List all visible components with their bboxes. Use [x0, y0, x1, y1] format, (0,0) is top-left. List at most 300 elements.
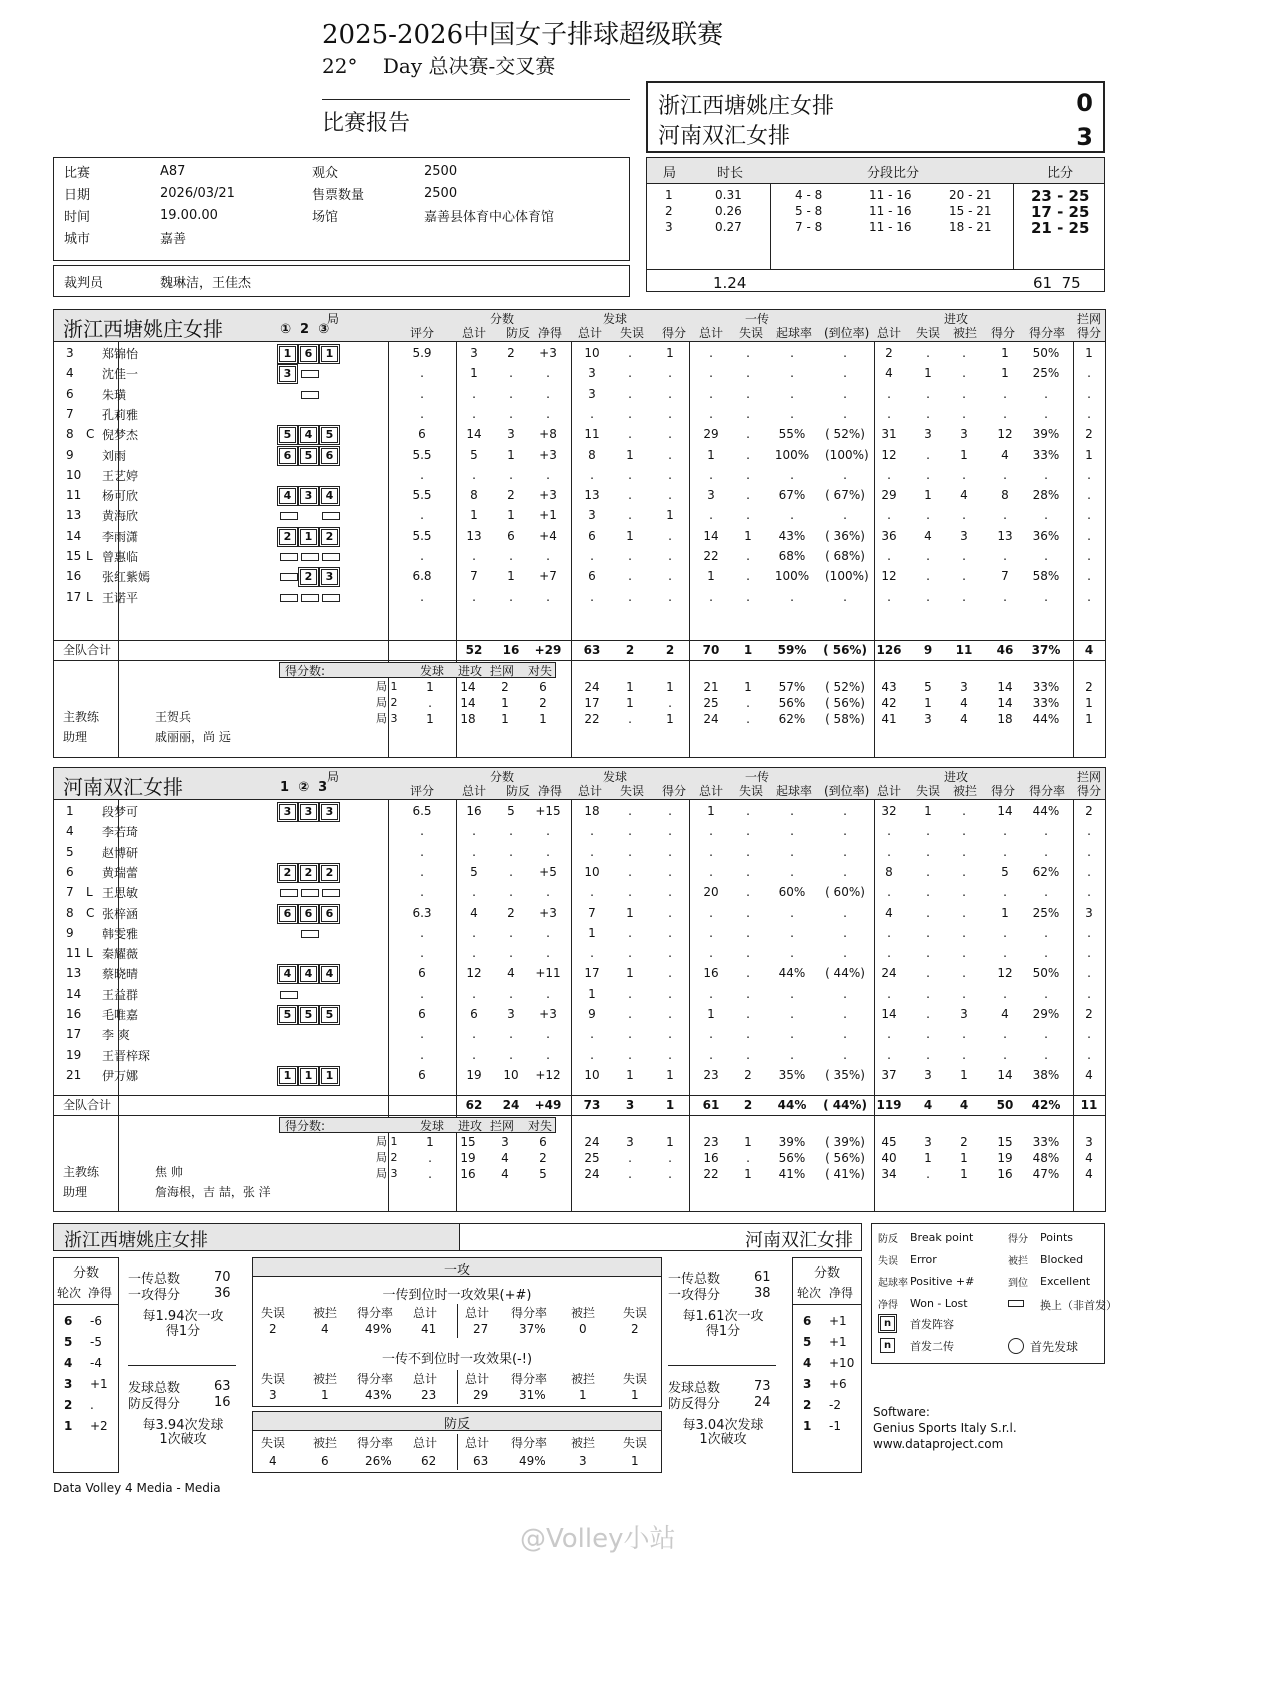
fa-value: 1	[631, 1388, 639, 1402]
total-st: 63	[583, 643, 601, 657]
set-stat-op: 2	[539, 1151, 547, 1165]
total-ab: 4	[959, 1098, 969, 1112]
stat-ab: .	[962, 569, 966, 584]
sets-total-duration: 1.24	[713, 274, 747, 292]
stat-re: .	[746, 946, 750, 961]
header-attack: 进攻	[944, 770, 969, 784]
stat-tot: 1	[470, 508, 478, 523]
stat-rt: .	[709, 925, 713, 940]
assistant-label: 助理	[63, 730, 88, 744]
b-bp: 24	[754, 1395, 771, 1410]
set-stat-sp: 1	[666, 1135, 674, 1149]
rotation-net: -5	[90, 1335, 102, 1349]
stat-tot: 8	[470, 488, 478, 503]
stat-bp: 5	[507, 804, 515, 818]
stat-ab: 3	[960, 1007, 968, 1021]
substitute-marker	[280, 991, 298, 999]
stat-re: .	[746, 508, 750, 523]
stat-net: .	[546, 824, 550, 839]
legend-value: Points	[1040, 1231, 1074, 1244]
player-name: 蔡晓晴	[102, 967, 139, 982]
summary-team-header	[53, 1223, 862, 1251]
stat-se: .	[628, 986, 632, 1001]
stat-bp: .	[509, 925, 513, 940]
stat-tot: 6	[470, 1007, 478, 1021]
set-stat-se: 1	[626, 680, 634, 694]
set-stat-rp: 41%	[778, 1167, 806, 1181]
stat-net: .	[546, 986, 550, 1001]
def-header-b: 失误	[623, 1436, 648, 1450]
player-number: 8	[66, 905, 74, 920]
set-stat-bk: 2	[1085, 680, 1093, 694]
stat-ab: .	[962, 406, 966, 421]
total-label: 全队合计	[63, 643, 112, 657]
set-stat-a_b: 1	[960, 1167, 968, 1181]
stat-rt: 14	[703, 528, 719, 543]
stat-rating: .	[420, 824, 424, 839]
stat-st: 11	[584, 427, 600, 442]
stat-ae: .	[926, 467, 930, 482]
stat-rating: 5.9	[412, 346, 432, 360]
set-stat-re: .	[746, 1151, 750, 1165]
set-stat-op: 2	[539, 696, 547, 710]
stat-bk: .	[1087, 1047, 1091, 1062]
fa-header-a: 总计	[413, 1372, 438, 1386]
stat-bk: .	[1087, 844, 1091, 859]
fa-value: 23	[421, 1388, 437, 1402]
stat-at: .	[887, 467, 891, 482]
stat-net: +8	[539, 427, 557, 442]
set-stat-bl: 2	[501, 680, 509, 694]
set-stat-bk: 3	[1085, 1135, 1093, 1149]
fa-header-b: 总计	[465, 1306, 490, 1320]
stat-bp: .	[509, 386, 513, 401]
player-role: L	[86, 589, 93, 604]
stat-net: .	[546, 386, 550, 401]
stat-rp: .	[790, 864, 794, 879]
stat-rating: 5.5	[412, 528, 432, 543]
player-name: 王思敏	[102, 886, 139, 901]
stat-tot: .	[472, 386, 476, 401]
divider	[53, 1095, 1106, 1096]
stat-ae: .	[926, 824, 930, 839]
ticket-label: 售票数量	[312, 188, 365, 203]
starting-position: 1	[321, 1068, 338, 1084]
points-header: 进攻	[458, 1119, 483, 1133]
stat-sp: .	[668, 549, 672, 563]
def-header-b: 总计	[465, 1436, 490, 1450]
set-number: 1	[665, 188, 673, 202]
stat-apc: 50%	[1032, 966, 1060, 981]
header-s_total: 总计	[578, 784, 603, 798]
stat-rating: .	[420, 925, 424, 940]
starting-position: 2	[279, 865, 296, 881]
stat-at: 31	[881, 427, 897, 442]
stat-ap: .	[1003, 986, 1007, 1001]
stat-net: +3	[539, 905, 557, 920]
stat-st: .	[590, 844, 594, 859]
stat-rp: .	[790, 1047, 794, 1062]
starting-position: 6	[321, 448, 338, 464]
header-bp: 防反	[506, 784, 531, 798]
stat-ap: 8	[1001, 488, 1009, 503]
coach-name: 王贺兵	[155, 710, 192, 724]
stat-bp: .	[509, 986, 513, 1001]
stat-ab: .	[962, 905, 966, 920]
set-label: 局 1	[376, 1135, 398, 1148]
stat-rx: .	[843, 366, 847, 381]
stat-apc: .	[1044, 406, 1048, 421]
stat-ae: .	[926, 905, 930, 920]
team-name: 河南双汇女排	[63, 775, 183, 799]
player-number: 13	[66, 966, 82, 981]
stat-at: .	[887, 986, 891, 1001]
set-partial-3: 15 - 21	[949, 204, 992, 218]
stat-st: 10	[584, 864, 600, 879]
stat-rating: 6.8	[412, 569, 432, 584]
starting-position: 4	[300, 427, 317, 443]
stat-rt: .	[709, 467, 713, 482]
def-value: 1	[631, 1454, 639, 1468]
stat-rp: .	[790, 1007, 794, 1021]
sets-header-duration: 时长	[717, 166, 744, 181]
stat-bp: .	[509, 946, 513, 961]
stat-st: 3	[588, 508, 596, 523]
set-stat-a_p: 18	[997, 712, 1013, 726]
defense-box	[252, 1411, 662, 1473]
legend-lineup: 首发阵容	[910, 1318, 954, 1331]
stat-rt: 1	[707, 569, 715, 584]
stat-re: .	[746, 864, 750, 879]
stat-sp: .	[668, 1007, 672, 1021]
def-value: 4	[269, 1454, 277, 1468]
player-name: 杨可欣	[102, 489, 139, 504]
stat-sp: .	[668, 864, 672, 879]
coach-name: 焦 帅	[155, 1165, 183, 1179]
stat-rx: .	[843, 864, 847, 879]
header-b_pts: 得分	[1077, 326, 1102, 340]
set-stat-a_e: 1	[924, 1151, 932, 1165]
set-stat-rx: ( 56%)	[825, 1151, 865, 1165]
starting-position: 2	[300, 865, 317, 881]
first-attack-sub2: 一传不到位时一攻效果(-!)	[381, 1352, 533, 1367]
starting-position: 3	[279, 804, 296, 820]
stat-net: +3	[539, 1007, 557, 1021]
header-net: 净得	[538, 784, 563, 798]
stat-st: 1	[588, 986, 596, 1001]
stat-bp: 3	[507, 1007, 515, 1021]
stat-net: .	[546, 844, 550, 859]
rotation-b-h2: 净得	[829, 1286, 854, 1300]
header-b_pts: 得分	[1077, 784, 1102, 798]
stat-at: .	[887, 844, 891, 859]
stat-tot: 5	[470, 864, 478, 879]
stat-se: .	[628, 1027, 632, 1042]
stat-rating: .	[420, 844, 424, 859]
set-stat-st: 17	[584, 696, 600, 710]
set-partial-2: 11 - 16	[869, 220, 912, 234]
rotation-a-title: 分数	[72, 1266, 99, 1281]
player-name: 孔莉雅	[102, 407, 139, 422]
set-stat-re: .	[746, 696, 750, 710]
sets-table	[646, 157, 1105, 292]
set-stat-at: 16	[460, 1167, 476, 1181]
stat-re: .	[746, 366, 750, 381]
set-stat-a_t: 34	[881, 1167, 897, 1181]
header-s_pts: 得分	[662, 326, 687, 340]
stat-net: .	[546, 946, 550, 961]
set-stat-re: .	[746, 712, 750, 726]
stat-rx: ( 44%)	[825, 966, 865, 981]
stat-rating: .	[420, 1027, 424, 1042]
substitute-marker	[280, 594, 298, 602]
header-a_err: 失误	[916, 784, 941, 798]
b-fa-pts-label: 一攻得分	[668, 1288, 721, 1303]
stat-rt: .	[709, 824, 713, 839]
stat-bk: .	[1087, 488, 1091, 503]
substitute-marker	[301, 930, 319, 938]
starting-position: 6	[279, 906, 296, 922]
starting-position: 4	[279, 488, 296, 504]
scoreboard-team-a: 浙江西塘姚庄女排	[658, 94, 835, 119]
stat-sp: .	[668, 905, 672, 920]
header-block: 拦网	[1077, 312, 1102, 326]
rotation-number: 3	[64, 1377, 73, 1391]
stat-bp: .	[509, 1027, 513, 1042]
stat-rating: .	[420, 986, 424, 1001]
b-rec-total-label: 一传总数	[668, 1272, 721, 1287]
total-se: 2	[625, 643, 635, 657]
total-rp: 59%	[777, 643, 807, 657]
a-serve-total: 63	[214, 1379, 231, 1394]
stat-tot: .	[472, 925, 476, 940]
stat-ab: .	[962, 467, 966, 482]
starting-position: 6	[300, 906, 317, 922]
set-stat-bk: 4	[1085, 1167, 1093, 1181]
stat-bp: .	[509, 467, 513, 482]
stat-at: 29	[881, 488, 897, 503]
set-stat-sv: .	[428, 696, 432, 710]
venue-label: 场馆	[312, 210, 339, 225]
stat-ap: 12	[997, 427, 1013, 442]
player-role: C	[86, 905, 95, 920]
a-note2: 得1分	[165, 1324, 201, 1339]
set-partial-1: 7 - 8	[795, 220, 823, 234]
stat-rp: .	[790, 589, 794, 604]
stat-net: +11	[535, 966, 561, 981]
stat-ab: .	[962, 844, 966, 859]
fa-header-a: 失误	[261, 1306, 286, 1320]
stat-ab: .	[962, 804, 966, 818]
total-bk: 4	[1084, 643, 1094, 657]
stat-net: +7	[539, 569, 557, 584]
set-stat-se: 3	[626, 1135, 634, 1149]
stat-re: .	[746, 488, 750, 503]
def-header-a: 得分率	[357, 1436, 394, 1450]
divider	[53, 640, 1106, 641]
stat-ae: 1	[924, 366, 932, 381]
coach-label: 主教练	[63, 710, 100, 724]
def-header-a: 失误	[261, 1436, 286, 1450]
match-label: 比赛	[64, 166, 91, 181]
stat-st: 1	[588, 925, 596, 940]
stat-st: 18	[584, 804, 600, 818]
stat-ap: .	[1003, 1047, 1007, 1062]
stat-rating: 6	[418, 427, 426, 442]
header-r_pos: 起球率	[776, 784, 813, 798]
player-number: 15	[66, 549, 82, 563]
set-stat-sp: .	[668, 1151, 672, 1165]
stat-st: .	[590, 1027, 594, 1042]
legend-value: Break point	[910, 1231, 974, 1244]
stat-re: .	[746, 844, 750, 859]
stat-st: 6	[588, 569, 596, 584]
player-number: 3	[66, 346, 74, 360]
set-stat-a_pc: 44%	[1032, 712, 1060, 726]
player-number: 16	[66, 1007, 82, 1021]
stat-rating: .	[420, 366, 424, 381]
b-note1: 每1.61次一攻	[682, 1309, 764, 1324]
stat-sp: .	[668, 467, 672, 482]
starting-position: 5	[321, 427, 338, 443]
player-number: 7	[66, 406, 74, 421]
stat-bp: 6	[507, 528, 515, 543]
set-stat-a_p: 14	[997, 680, 1013, 694]
software-name: Genius Sports Italy S.r.l.	[873, 1421, 1017, 1435]
stat-ap: .	[1003, 844, 1007, 859]
stat-ae: .	[926, 549, 930, 563]
stat-bk: .	[1087, 986, 1091, 1001]
stat-se: 1	[626, 447, 634, 462]
player-number: 11	[66, 488, 82, 503]
stat-bk: 3	[1085, 905, 1093, 920]
stat-sp: 1	[666, 1067, 674, 1082]
stat-tot: 16	[466, 804, 482, 818]
stat-re: .	[746, 346, 750, 360]
stat-rating: 5.5	[412, 488, 432, 503]
stat-rx: .	[843, 346, 847, 360]
stat-ap: .	[1003, 946, 1007, 961]
stat-at: 2	[885, 346, 893, 360]
player-name: 曾惠临	[102, 550, 139, 564]
stat-at: .	[887, 1027, 891, 1042]
stat-ae: 1	[924, 488, 932, 503]
set-stat-bl: 1	[501, 696, 509, 710]
legend-key: 净得	[878, 1300, 898, 1311]
stat-bp: 2	[507, 905, 515, 920]
rotation-number: 6	[64, 1314, 73, 1328]
set-stat-st: 24	[584, 1167, 600, 1181]
watermark: @Volley小站	[520, 1524, 676, 1554]
stat-st: .	[590, 589, 594, 604]
stat-tot: 5	[470, 447, 478, 462]
stat-ab: 3	[960, 427, 968, 442]
player-name: 伊万娜	[102, 1068, 139, 1083]
stat-ab: .	[962, 508, 966, 523]
player-name: 张梓涵	[102, 906, 139, 921]
stat-apc: .	[1044, 925, 1048, 940]
stat-bk: 2	[1085, 804, 1093, 818]
stat-bp: .	[509, 844, 513, 859]
player-number: 6	[66, 386, 74, 401]
stat-rt: .	[709, 1047, 713, 1062]
set-stat-at: 15	[460, 1135, 476, 1149]
stat-ap: 1	[1001, 905, 1009, 920]
stat-rx: .	[843, 1007, 847, 1021]
starting-position: 1	[279, 346, 296, 362]
total-tot: 62	[465, 1098, 483, 1112]
stat-ap: .	[1003, 1027, 1007, 1042]
a-note3: 每3.94次发球	[142, 1418, 224, 1433]
starting-position: 5	[279, 427, 296, 443]
summary-team-b: 河南双汇女排	[745, 1230, 853, 1251]
stat-se: .	[628, 925, 632, 940]
set-stat-a_t: 43	[881, 680, 897, 694]
stat-apc: 50%	[1032, 346, 1060, 360]
a-fa-pts-label: 一攻得分	[128, 1288, 181, 1303]
total-bp: 24	[502, 1098, 520, 1112]
points-header: 发球	[420, 664, 445, 678]
def-value: 49%	[519, 1454, 546, 1468]
player-number: 9	[66, 447, 74, 462]
stat-re: .	[746, 549, 750, 563]
starting-position: 2	[300, 569, 317, 585]
stat-ae: .	[926, 844, 930, 859]
stat-net: +1	[539, 508, 557, 523]
rotation-net: +2	[90, 1419, 108, 1433]
set-stat-bk: 1	[1085, 712, 1093, 726]
stat-re: 1	[744, 528, 752, 543]
scoreboard	[646, 81, 1105, 153]
set-stat-bk: 1	[1085, 696, 1093, 710]
stat-re: .	[746, 1047, 750, 1062]
stat-sp: .	[668, 986, 672, 1001]
header-a_pts: 得分	[991, 784, 1016, 798]
player-number: 11	[66, 946, 82, 961]
stat-tot: .	[472, 885, 476, 900]
player-name: 倪梦杰	[102, 428, 139, 443]
set-stat-sp: 1	[666, 712, 674, 726]
stat-tot: .	[472, 844, 476, 859]
def-value: 63	[473, 1454, 489, 1468]
stat-bk: .	[1087, 508, 1091, 523]
rotation-net: -1	[829, 1419, 841, 1433]
stat-rt: 20	[703, 885, 719, 900]
stat-rt: .	[709, 508, 713, 523]
stat-rx: (100%)	[825, 569, 869, 584]
stat-sp: .	[668, 386, 672, 401]
stat-net: .	[546, 925, 550, 940]
stat-se: .	[628, 804, 632, 818]
set-label: 局 2	[376, 1151, 398, 1164]
set-stat-a_p: 19	[997, 1151, 1013, 1165]
set-stat-re: 1	[744, 680, 752, 694]
player-number: 14	[66, 528, 82, 543]
fa-value: 2	[631, 1322, 639, 1336]
stat-rx: .	[843, 844, 847, 859]
stat-se: .	[628, 569, 632, 584]
date-value: 2026/03/21	[160, 186, 235, 201]
set-partial-2: 11 - 16	[869, 188, 912, 202]
rotation-number: 5	[64, 1335, 73, 1349]
referee-value: 魏琳洁，王佳杰	[160, 276, 252, 291]
stat-bk: .	[1087, 467, 1091, 482]
stat-rx: .	[843, 905, 847, 920]
fa-header-a: 失误	[261, 1372, 286, 1386]
rotation-number: 1	[803, 1419, 812, 1433]
stat-sp: .	[668, 1047, 672, 1062]
first-attack-sub1: 一传到位时一攻效果(+#)	[382, 1288, 532, 1303]
